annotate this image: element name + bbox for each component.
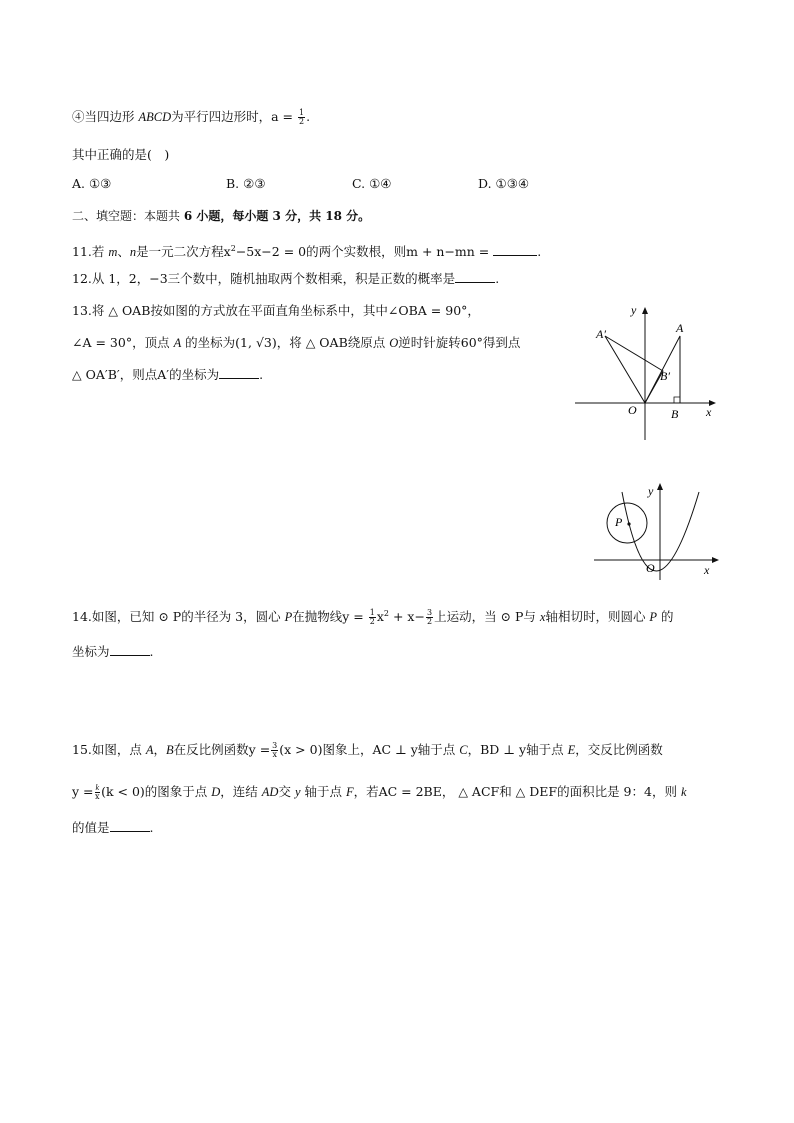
q11-mid2: 的两个实数根，则 — [306, 244, 407, 260]
answer-blank — [455, 270, 495, 283]
answer-blank — [493, 243, 537, 256]
q13-line2-b: 的坐标为(1, √3)，将 △ OAB绕原点 — [181, 335, 390, 350]
q15-f: F — [345, 785, 354, 799]
frac-den: 2 — [426, 617, 433, 627]
q15-d: D — [211, 785, 221, 799]
q13-line2-a: ∠A = 30°，顶点 — [72, 335, 174, 350]
q15-b: B — [166, 743, 174, 757]
q14-line-2 — [72, 643, 154, 661]
frac-den: x — [95, 792, 100, 801]
q11-mid: 是一元二次方程 — [136, 244, 224, 260]
label-y: y — [631, 303, 637, 317]
section-count: 6 — [183, 209, 193, 223]
q15-e: E — [567, 743, 576, 757]
section-title-prefix: 二、填空题：本题共 — [72, 209, 184, 223]
label-p: P — [615, 515, 623, 529]
fraction-k-over-x — [95, 784, 101, 801]
frac-num: 1 — [369, 608, 375, 618]
answer-blank — [110, 643, 150, 656]
q13-line2-c: 逆时针旋转60°得到点 — [398, 335, 521, 350]
q11-eq: x — [223, 244, 231, 260]
right-angle-mark — [674, 397, 680, 403]
center-point-p — [627, 522, 630, 525]
answer-blank — [219, 366, 259, 379]
q15-l3-end: . — [149, 820, 154, 835]
figure-q14-parabola-circle — [590, 478, 725, 583]
q14-x: x — [539, 610, 546, 625]
q11-end: . — [537, 244, 542, 260]
q10-item4-shape: ABCD — [138, 110, 172, 124]
q15-l2-f: ，若AC = 2BE， △ ACF和 △ DEF的面积比是 9：4，则 — [353, 784, 681, 799]
q10-item4-mid: 为平行四边形时，a = — [171, 109, 294, 124]
q10-option-b: B. ②③ — [226, 176, 266, 191]
fraction-one-half — [298, 109, 305, 126]
q14-part6: 的 — [657, 609, 674, 625]
q10-item4 — [72, 108, 310, 126]
frac-den: 2 — [369, 617, 375, 627]
fraction-one-half — [369, 609, 376, 626]
q11-eq-rest: −5x−2 = 0 — [235, 244, 307, 260]
q15-l1-c: (x > 0)图象上，AC ⊥ y轴于点 — [279, 742, 460, 757]
label-b: B — [671, 407, 679, 421]
circle-p — [607, 503, 647, 543]
q12-text: 12.从 1，2，−3三个数中，随机抽取两个数相乘，积是正数的概率是 — [72, 271, 456, 286]
frac-num: 1 — [299, 108, 305, 117]
figure-q13-coordinate-plane — [570, 296, 720, 446]
q14-part4: 上运动，当 ⊙ P与 — [434, 609, 540, 625]
q15-l2-c: ，连结 — [220, 784, 262, 799]
q15-l1-d: ，BD ⊥ y轴于点 — [467, 742, 568, 757]
q15-line-1 — [72, 741, 663, 759]
q11-sep: 、 — [117, 244, 130, 260]
q15-l3-text: 的值是 — [72, 820, 110, 835]
q15-y: y — [294, 785, 301, 799]
frac-den: 2 — [299, 117, 305, 126]
q15-l2-e: 轴于点 — [300, 784, 346, 799]
label-o: O — [628, 403, 637, 417]
frac-den: x — [272, 750, 277, 759]
label-x: x — [706, 405, 712, 419]
q11-m: m — [108, 245, 118, 260]
q12-end: . — [495, 271, 500, 286]
q13-line-2 — [72, 334, 520, 352]
section-title-mid: 小题，每小题 — [192, 209, 273, 223]
q15-line-3 — [72, 819, 154, 837]
q13-line3-text: △ OA′B′，则点A′的坐标为 — [72, 367, 220, 382]
q11-n: n — [129, 245, 137, 260]
q15-l2-d: 交 — [278, 784, 295, 799]
question-11 — [72, 240, 541, 261]
q15-l1-e: ，交反比例函数 — [575, 742, 663, 757]
frac-num: k — [95, 783, 100, 792]
question-12 — [72, 270, 499, 288]
q15-a: A — [145, 743, 154, 757]
q13-line-3 — [72, 366, 263, 384]
q14-part2: 在抛物线y = — [292, 609, 364, 625]
q14-p: P — [284, 610, 293, 625]
label-x: x — [704, 563, 710, 577]
fraction-three-over-x — [271, 742, 278, 759]
label-o: O — [646, 561, 655, 575]
label-b-prime: B′ — [660, 369, 670, 383]
q13-line3-end: . — [259, 367, 264, 382]
q11-eq-sup: 2 — [230, 244, 236, 253]
q14-part3b: + x− — [389, 609, 425, 625]
q15-l2-b: (k < 0)的图象于点 — [101, 784, 212, 799]
q11-expr: m + n−mn = — [406, 244, 490, 260]
q15-line-2 — [72, 783, 687, 801]
q10-item4-prefix: ④当四边形 — [72, 109, 139, 124]
q10-prompt: 其中正确的是( ) — [72, 147, 170, 162]
frac-num: 3 — [426, 608, 433, 618]
q10-option-a: A. ①③ — [72, 176, 112, 191]
q14-line2-end: . — [149, 644, 154, 659]
section-points: 3 — [272, 209, 281, 223]
q15-l2-a: y = — [72, 784, 94, 799]
section-title-mid2: 分，共 — [280, 209, 326, 223]
q10-option-c: C. ①④ — [352, 176, 392, 191]
answer-blank — [110, 819, 150, 832]
label-a: A — [676, 321, 684, 335]
section-title-end: 分。 — [341, 209, 371, 223]
q14-part3: x — [376, 609, 384, 625]
section-total: 18 — [325, 209, 342, 223]
frac-num: 3 — [272, 741, 278, 750]
label-y: y — [648, 484, 654, 498]
label-a-prime: A′ — [596, 327, 606, 341]
q10-item4-end: . — [306, 109, 311, 124]
q13-line2-O: O — [389, 336, 399, 350]
triangle-oa-prime-b-prime — [605, 336, 663, 403]
q10-option-d: D. ①③④ — [478, 176, 530, 191]
q14-line2-text: 坐标为 — [72, 644, 110, 659]
q15-ad: AD — [261, 785, 279, 799]
q14-part1: 14.如图，已知 ⊙ P的半径为 3，圆心 — [72, 609, 285, 625]
q13-line2-A: A — [173, 336, 182, 350]
q13-line-1: 13.将 △ OAB按如图的方式放在平面直角坐标系中，其中∠OBA = 90°， — [72, 303, 480, 318]
q15-l1-b: 在反比例函数y = — [173, 742, 271, 757]
q15-k: k — [680, 785, 687, 799]
q15-sep: ， — [153, 742, 167, 757]
q14-p2: P — [649, 610, 658, 625]
q11-prefix: 11.若 — [72, 244, 109, 260]
q14-line-1 — [72, 605, 674, 626]
q14-part5: 轴相切时，则圆心 — [545, 609, 650, 625]
section-2-title — [72, 207, 370, 225]
q14-sup: 2 — [383, 609, 390, 618]
fraction-three-halves — [426, 609, 433, 626]
q15-c: C — [459, 743, 468, 757]
q15-l1-a: 15.如图，点 — [72, 742, 146, 757]
